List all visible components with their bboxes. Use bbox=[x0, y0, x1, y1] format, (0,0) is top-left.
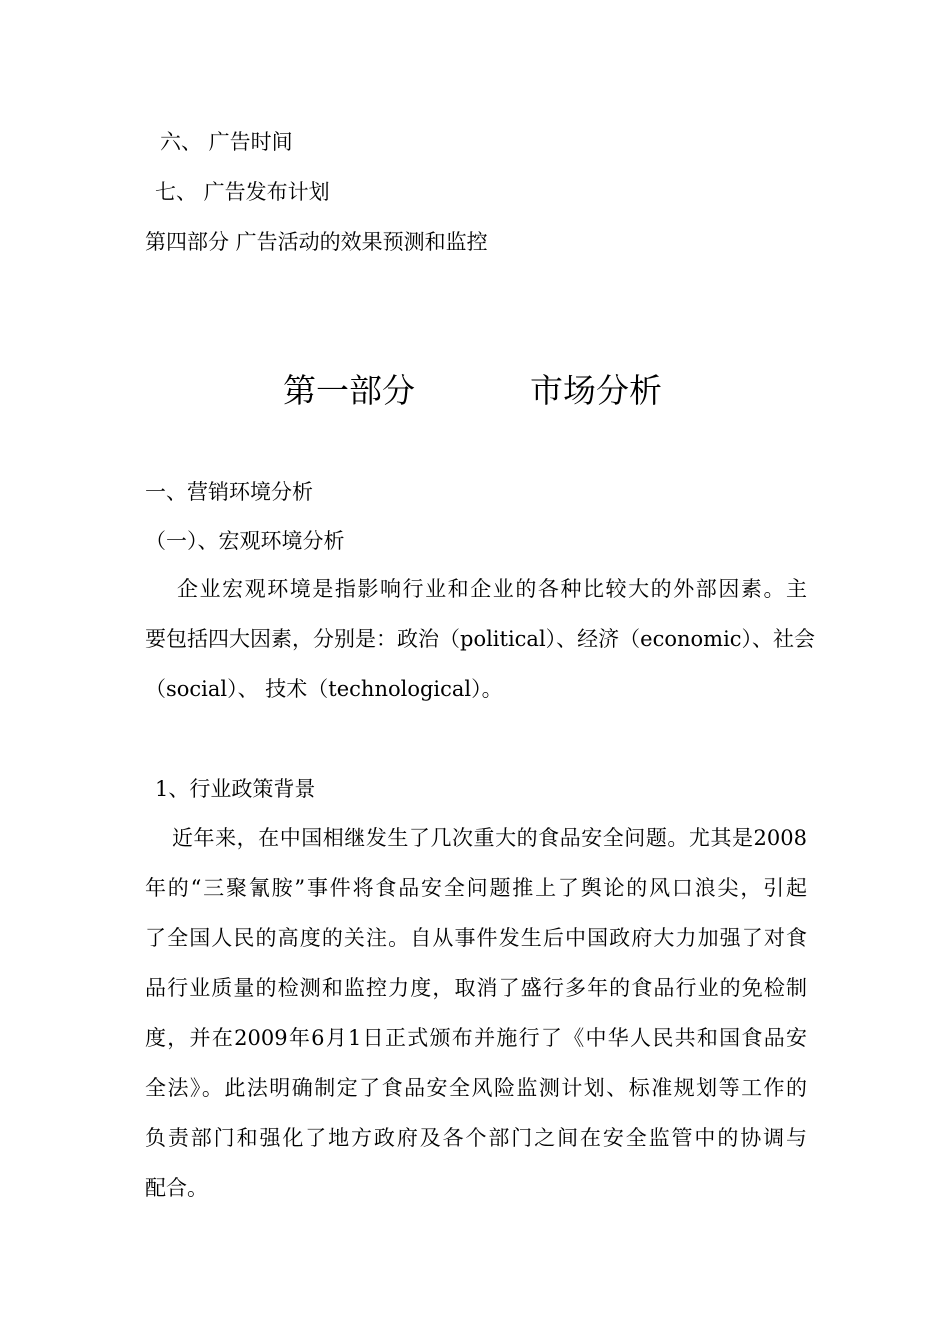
paragraph-line: 了全国人民的高度的关注。自从事件发生后中国政府大力加强了对食 bbox=[145, 926, 807, 950]
policy-heading: 1、行业政策背景 bbox=[155, 777, 316, 801]
policy-paragraph bbox=[145, 813, 807, 1213]
paragraph-line: 度，并在2009年6月1日正式颁布并施行了《中华人民共和国食品安 bbox=[145, 1026, 807, 1050]
paragraph-line: 负责部门和强化了地方政府及各个部门之间在安全监管中的协调与 bbox=[145, 1126, 807, 1150]
paragraph-line: 企业宏观环境是指影响行业和企业的各种比较大的外部因素。主 bbox=[177, 577, 807, 601]
paragraph-line: 全法》。此法明确制定了食品安全风险监测计划、标准规划等工作的 bbox=[145, 1076, 807, 1100]
toc-part-4: 第四部分 广告活动的效果预测和监控 bbox=[145, 230, 488, 254]
paragraph-line: （social）、 技术（technological）。 bbox=[145, 677, 503, 701]
marketing-heading: 一、营销环境分析 bbox=[145, 480, 313, 504]
paragraph-line: 年的“三聚氰胺”事件将食品安全问题推上了舆论的风口浪尖，引起 bbox=[145, 876, 807, 900]
paragraph-line: 配合。 bbox=[145, 1176, 208, 1200]
toc-item-7: 七、 广告发布计划 bbox=[155, 180, 330, 204]
paragraph-line: 要包括四大因素，分别是：政治（political）、经济（economic）、社会 bbox=[145, 627, 816, 651]
paragraph-line: 品行业质量的检测和监控力度，取消了盛行多年的食品行业的免检制 bbox=[145, 976, 807, 1000]
section-part-title: 市场分析 bbox=[530, 371, 662, 410]
paragraph-line: 近年来，在中国相继发生了几次重大的食品安全问题。尤其是2008 bbox=[172, 826, 807, 850]
section-part-label: 第一部分 bbox=[283, 371, 415, 410]
macro-heading: （一）、宏观环境分析 bbox=[145, 529, 345, 553]
macro-paragraph bbox=[145, 564, 816, 714]
toc-item-6: 六、 广告时间 bbox=[160, 130, 293, 154]
